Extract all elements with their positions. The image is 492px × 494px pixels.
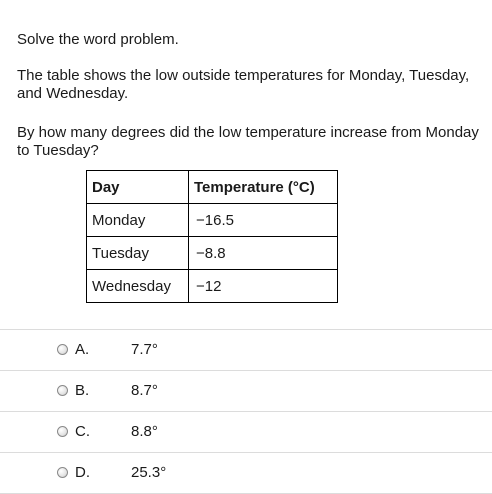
radio-button-a[interactable] <box>57 344 68 355</box>
answer-choices <box>0 329 492 494</box>
table-row <box>87 270 338 303</box>
answer-choice-c[interactable] <box>0 411 492 452</box>
choice-letter: D. <box>75 464 90 481</box>
header-temperature: Temperature (°C) <box>189 171 338 204</box>
day-cell: Wednesday <box>87 270 189 303</box>
day-cell: Tuesday <box>87 237 189 270</box>
question-prompt: By how many degrees did the low temperature increase from Monday to Tuesday? <box>17 124 479 159</box>
answer-choice-b[interactable] <box>0 370 492 411</box>
question-context: The table shows the low outside temperatures for Monday, Tuesday, and Wednesday. <box>17 67 470 102</box>
answer-choice-d[interactable] <box>0 452 492 494</box>
choice-letter: C. <box>75 423 90 440</box>
choice-value: 8.8° <box>131 423 158 440</box>
temperature-table <box>86 170 338 303</box>
choice-value: 8.7° <box>131 382 158 399</box>
table-header-row <box>87 171 338 204</box>
temperature-value: −12 <box>196 277 222 295</box>
temperature-cell <box>189 237 338 270</box>
table-row <box>87 204 338 237</box>
choice-letter: A. <box>75 341 90 358</box>
radio-button-d[interactable] <box>57 467 68 478</box>
temperature-value: −16.5 <box>196 211 234 229</box>
choice-value: 25.3° <box>131 464 167 481</box>
table-row <box>87 237 338 270</box>
temperature-value: −8.8 <box>196 244 226 262</box>
temperature-cell <box>189 270 338 303</box>
choice-value: 7.7° <box>131 341 158 358</box>
radio-button-b[interactable] <box>57 385 68 396</box>
radio-button-c[interactable] <box>57 426 68 437</box>
question-instruction: Solve the word problem. <box>17 31 179 48</box>
answer-choice-a[interactable] <box>0 329 492 370</box>
temperature-cell <box>189 204 338 237</box>
question-number <box>0 31 1 48</box>
day-cell: Monday <box>87 204 189 237</box>
header-day: Day <box>87 171 189 204</box>
choice-letter: B. <box>75 382 90 399</box>
